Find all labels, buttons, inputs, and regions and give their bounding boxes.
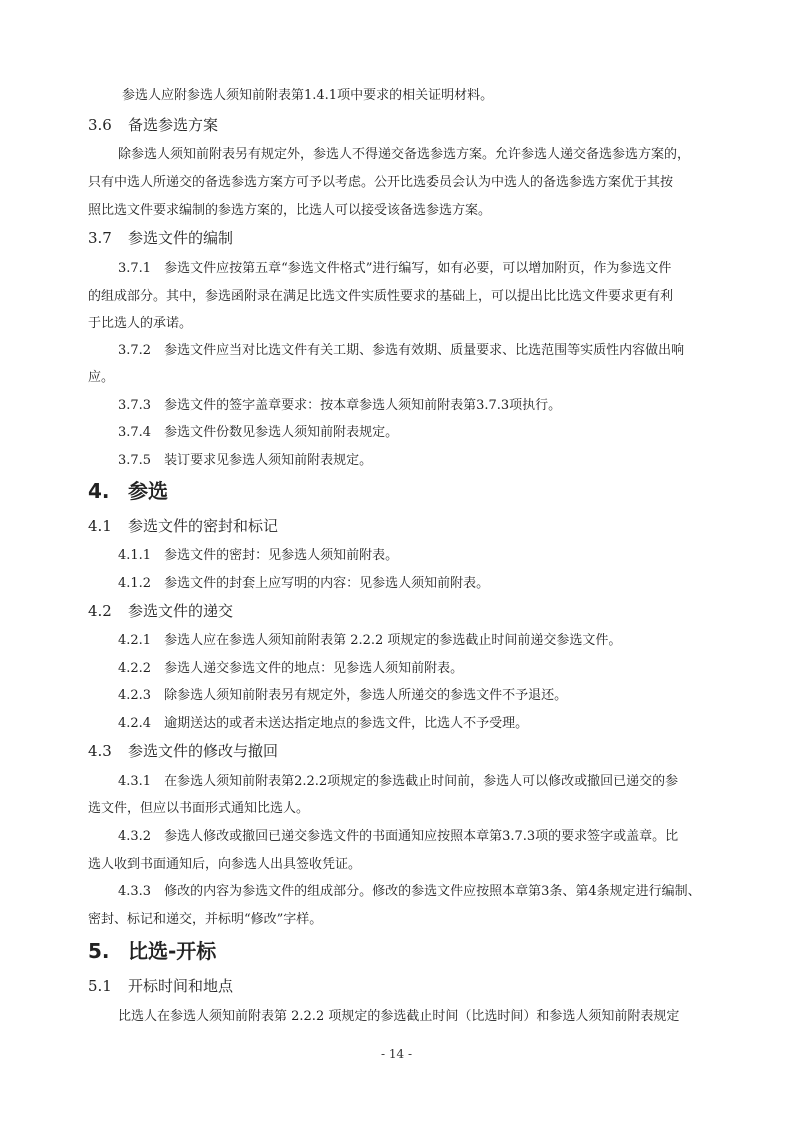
paragraph-line: 4.2.1 参选人应在参选人须知前附表第 2.2.2 项规定的参选截止时间前递交参选文件。: [118, 633, 622, 648]
section-heading-4-2: [88, 601, 233, 621]
paragraph-line: 4.2.4 逾期送达的或者未送达指定地点的参选文件，比选人不予受理。: [118, 716, 529, 731]
paragraph-line: 3.7.1 参选文件应按第五章“参选文件格式”进行编写，如有必要，可以增加附页，作为参选文件: [118, 261, 672, 276]
section-heading-4-3: [88, 741, 278, 761]
chapter-heading-5: [88, 938, 216, 964]
paragraph-line: 于比选人的承诺。: [88, 316, 193, 331]
section-heading-4-1: [88, 516, 278, 536]
paragraph-line: 除参选人须知前附表另有规定外，参选人不得递交备选参选方案。允许参选人递交备选参选方案的，: [118, 147, 691, 162]
paragraph-line: 4.1.1 参选文件的密封：见参选人须知前附表。: [118, 548, 399, 563]
paragraph-line: 4.2.3 除参选人须知前附表另有规定外，参选人所递交的参选文件不予退还。: [118, 688, 568, 703]
section-number: 3.6: [88, 116, 112, 134]
paragraph-line: 参选人应附参选人须知前附表第1.4.1项中要求的相关证明材料。: [122, 88, 494, 103]
paragraph-line: 3.7.4 参选文件份数见参选人须知前附表规定。: [118, 425, 399, 440]
paragraph-line: 4.3.3 修改的内容为参选文件的组成部分。修改的参选文件应按照本章第3条、第4条规定进行编制、: [118, 884, 701, 899]
section-title: 参选文件的编制: [128, 229, 234, 247]
paragraph-line: 4.3.1 在参选人须知前附表第2.2.2项规定的参选截止时间前，参选人可以修改或撤回已递交的参: [118, 774, 679, 789]
paragraph-line: 4.2.2 参选人递交参选文件的地点：见参选人须知前附表。: [118, 661, 464, 676]
paragraph-line: 只有中选人所递交的备选参选方案方可予以考虑。公开比选委员会认为中选人的备选参选方案优于其按: [88, 175, 674, 190]
paragraph-line: 3.7.2 参选文件应当对比选文件有关工期、参选有效期、质量要求、比选范围等实质性内容做出响: [118, 343, 685, 358]
paragraph-line: 选文件，但应以书面形式通知比选人。: [88, 801, 310, 816]
paragraph-line: 的组成部分。其中，参选函附录在满足比选文件实质性要求的基础上，可以提出比比选文件要求更有利: [88, 289, 674, 304]
chapter-heading-4: [88, 478, 168, 504]
section-title: 参选文件的修改与撤回: [128, 742, 279, 760]
section-title: 参选文件的密封和标记: [128, 517, 279, 535]
paragraph-line: 4.3.2 参选人修改或撤回已递交参选文件的书面通知应按照本章第3.7.3项的要求签字或盖章。比: [118, 829, 679, 844]
section-title: 备选参选方案: [128, 116, 219, 134]
paragraph-line: 4.1.2 参选文件的封套上应写明的内容：见参选人须知前附表。: [118, 576, 490, 591]
section-number: 4.1: [88, 517, 112, 535]
paragraph-line: 3.7.3 参选文件的签字盖章要求：按本章参选人须知前附表第3.7.3项执行。: [118, 398, 562, 413]
section-heading-3-7: [88, 228, 233, 248]
section-number: 4.3: [88, 742, 112, 760]
section-heading-3-6: [88, 115, 218, 135]
section-number: 3.7: [88, 229, 112, 247]
paragraph-line: 选人收到书面通知后，向参选人出具签收凭证。: [88, 857, 362, 872]
page-number: - 14 -: [380, 1047, 412, 1061]
chapter-title: 参选: [128, 479, 168, 503]
chapter-number: 5.: [88, 939, 110, 963]
chapter-number: 4.: [88, 479, 110, 503]
paragraph-line: 应。: [88, 370, 115, 385]
section-title: 开标时间和地点: [128, 977, 234, 995]
paragraph-line: 照比选文件要求编制的参选方案的，比选人可以接受该备选参选方案。: [88, 203, 492, 218]
chapter-title: 比选-开标: [128, 939, 217, 963]
paragraph-line: 密封、标记和递交，并标明“修改”字样。: [88, 912, 323, 927]
section-number: 5.1: [88, 977, 112, 995]
section-title: 参选文件的递交: [128, 602, 234, 620]
section-number: 4.2: [88, 602, 112, 620]
section-heading-5-1: [88, 976, 233, 996]
paragraph-line: 3.7.5 装订要求见参选人须知前附表规定。: [118, 453, 373, 468]
paragraph-line: 比选人在参选人须知前附表第 2.2.2 项规定的参选截止时间（比选时间）和参选人须知前附表规定: [118, 1009, 680, 1024]
